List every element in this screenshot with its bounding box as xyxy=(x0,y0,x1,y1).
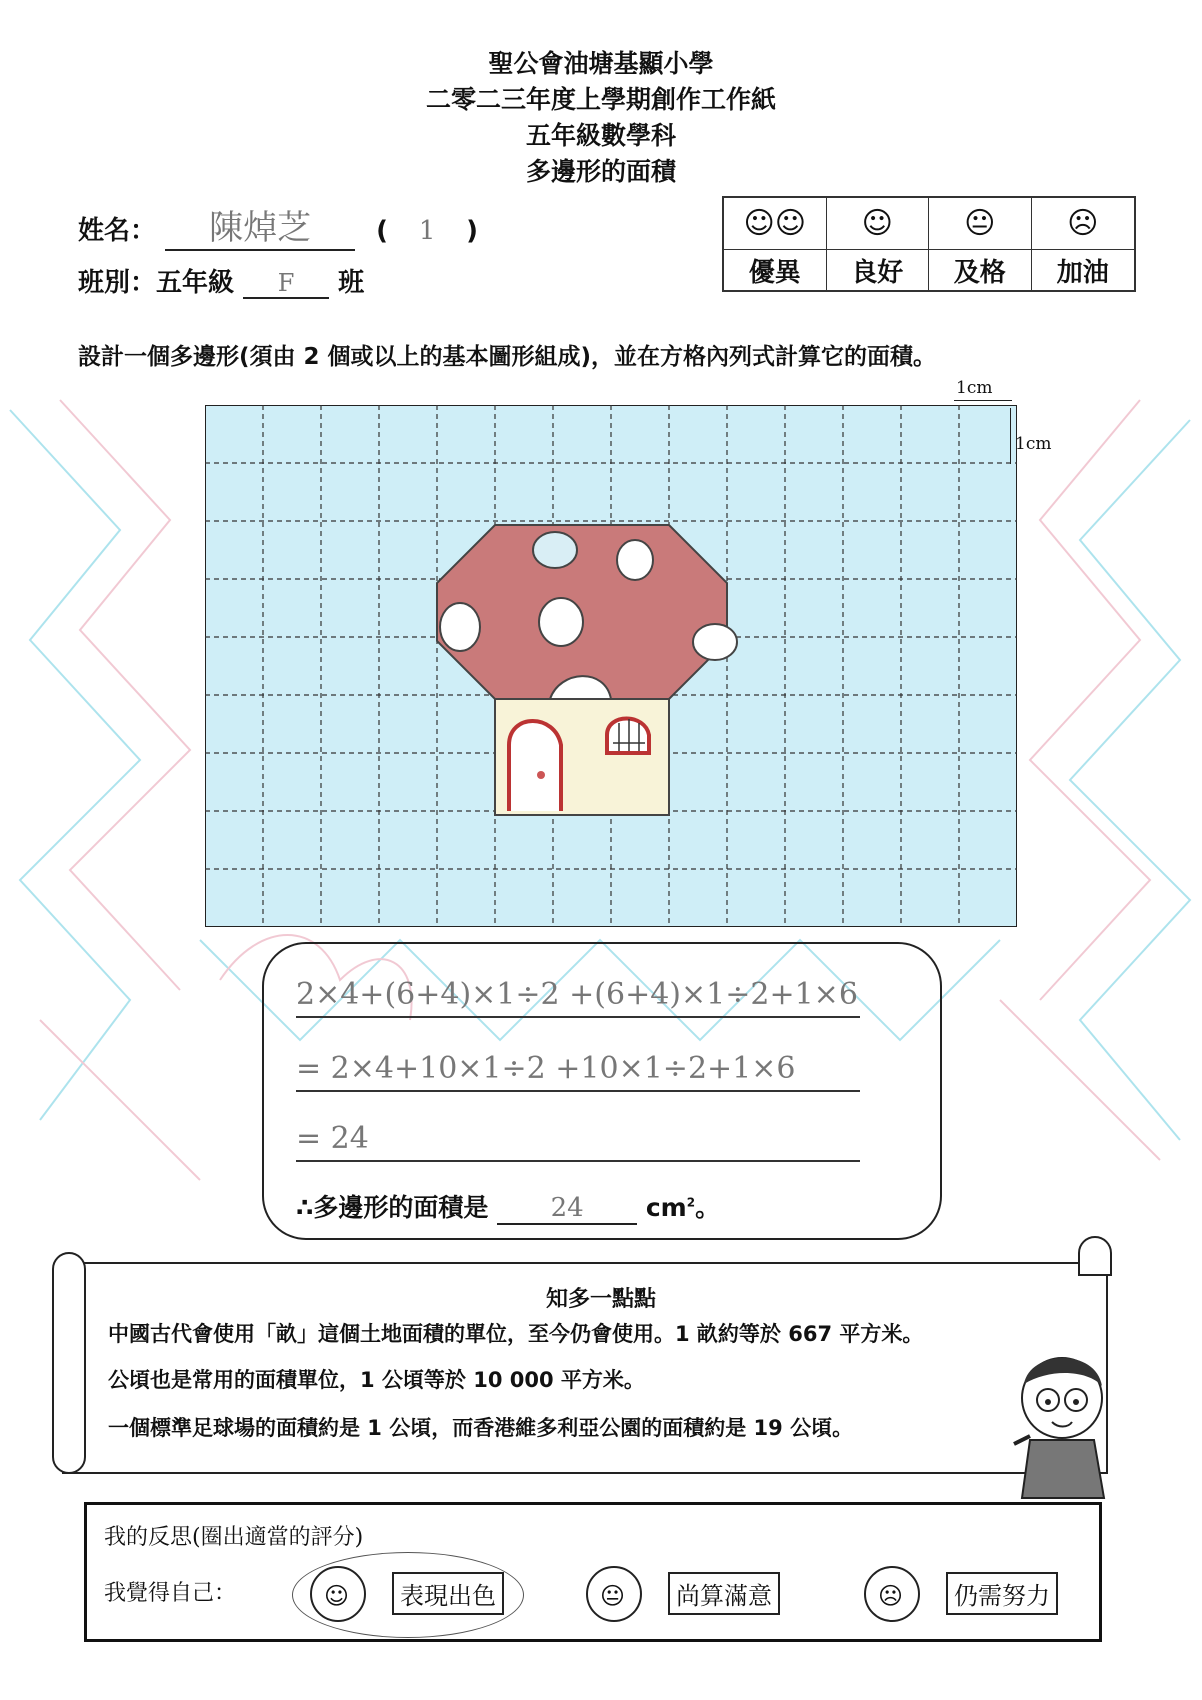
number-close: ) xyxy=(466,216,479,246)
try-harder-face-icon: ☹ xyxy=(1032,198,1135,250)
drawing-grid xyxy=(205,405,1017,927)
info-line-3: 一個標準足球場的面積約是 1 公頃，而香港維多利亞公園的面積約是 19 公頃。 xyxy=(108,1416,854,1440)
unit-label-vertical: 1cm xyxy=(1015,434,1052,454)
reflection-prompt: 我覺得自己： xyxy=(104,1581,237,1606)
unit-label-horizontal: 1cm xyxy=(956,378,993,398)
class-label: 班別：五年級 xyxy=(78,268,235,298)
answer-unit-sup: 2 xyxy=(686,1195,696,1210)
rating-label-good: 良好 xyxy=(827,250,930,290)
happy-face-icon-glyph: ☺ xyxy=(324,1582,350,1610)
name-row xyxy=(78,200,478,251)
calc-line-3 xyxy=(296,1116,860,1162)
term-title: 二零二三年度上學期創作工作紙 xyxy=(425,85,776,114)
hand-drawn-circle xyxy=(292,1552,524,1638)
name-value: 陳焯芝 xyxy=(165,200,355,251)
answer-prefix: ∴多邊形的面積是 xyxy=(296,1193,489,1222)
info-title: 知多一點點 xyxy=(545,1287,656,1312)
option-needs-effort[interactable]: 仍需努力 xyxy=(946,1572,1058,1615)
answer-unit: cm xyxy=(645,1193,687,1222)
class-row xyxy=(78,262,364,299)
cartoon-boy-illustration xyxy=(1000,1340,1120,1500)
class-suffix: 班 xyxy=(338,268,365,298)
unit-arrow-vertical xyxy=(1010,408,1011,464)
name-label: 姓名： xyxy=(78,216,157,246)
option-excellent[interactable]: 表現出色 xyxy=(392,1572,504,1615)
topic-title: 多邊形的面積 xyxy=(525,157,676,186)
class-value: F xyxy=(243,269,329,299)
info-line-1: 中國古代會使用「畝」這個土地面積的單位，至今仍會使用。1 畝約等於 667 平方米。 xyxy=(108,1322,924,1346)
number-value: 1 xyxy=(418,216,436,246)
option-satisfactory[interactable]: 尚算滿意 xyxy=(668,1572,780,1615)
scroll-right-roll xyxy=(1078,1236,1112,1276)
rating-label-pass: 及格 xyxy=(929,250,1032,290)
neutral-face-icon-glyph: 😐 xyxy=(600,1582,626,1610)
door xyxy=(509,721,561,811)
reflection-title: 我的反思(圈出適當的評分) xyxy=(104,1525,364,1550)
door-knob xyxy=(537,771,545,779)
answer-value: 24 xyxy=(497,1193,637,1225)
calc-line-2 xyxy=(296,1046,860,1092)
school-name: 聖公會油塘基顯小學 xyxy=(488,49,714,78)
good-face-icon: ☺ xyxy=(827,198,930,250)
calc-line-2-text: = 2×4+10×1÷2 +10×1÷2+1×6 xyxy=(296,1051,796,1086)
info-line-2: 公頃也是常用的面積單位，1 公頃等於 10 000 平方米。 xyxy=(108,1368,645,1392)
rating-label-excellent: 優異 xyxy=(724,250,827,290)
pass-face-icon: 😐 xyxy=(929,198,1032,250)
calc-line-1-text: 2×4+(6+4)×1÷2 +(6+4)×1÷2+1×6 xyxy=(296,977,858,1012)
instruction: 設計一個多邊形(須由 2 個或以上的基本圖形組成)，並在方格內列式計算它的面積。 xyxy=(78,344,937,370)
excellent-face-icon: ☺☺ xyxy=(724,198,827,250)
cap-spot xyxy=(693,624,737,660)
answer-end: 。 xyxy=(695,1193,721,1222)
cap-spot xyxy=(533,532,577,568)
cap-spot xyxy=(617,540,653,580)
calc-line-3-text: = 24 xyxy=(296,1121,369,1156)
worried-face-icon-glyph: ☹ xyxy=(878,1582,904,1610)
rating-table xyxy=(722,196,1136,292)
unit-arrow-horizontal xyxy=(954,400,1012,401)
calc-line-1 xyxy=(296,972,860,1018)
window xyxy=(607,719,649,754)
number-open: ( xyxy=(376,216,389,246)
subject-title: 五年級數學科 xyxy=(525,121,676,150)
cap-spot xyxy=(539,598,583,646)
rating-label-try: 加油 xyxy=(1056,257,1109,288)
area-answer xyxy=(296,1188,720,1225)
cap-spot xyxy=(440,603,480,651)
